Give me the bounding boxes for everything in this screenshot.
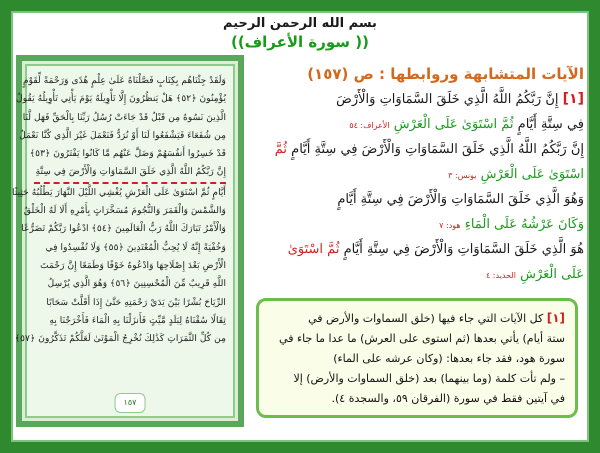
note-line: – ولم تأت كلمة (وما بينهما) بعد (خلق السماوات والأرض) إلا xyxy=(293,372,565,385)
note-badge: [١] xyxy=(546,311,565,325)
verse-badge: [١] xyxy=(562,91,584,107)
mushaf-line: مِن شُفَعَاءَ فَيَشْفَعُوا لَنَا أَوْ نُرَدُّ فَنَعْمَلَ غَيْرَ الَّذِي كُنَّا نَعْمَلُ xyxy=(19,129,226,141)
header xyxy=(150,16,450,51)
mushaf-page xyxy=(12,55,244,427)
verse-reference: الحديد: ٤ xyxy=(485,270,516,280)
mushaf-line: قَدْ خَسِرُوا أَنفُسَهُمْ وَضَلَّ عَنْهُم مَّا كَانُوا يَفْتَرُونَ ﴿٥٣﴾ xyxy=(29,148,226,160)
explanation-note xyxy=(256,298,578,418)
verse-line xyxy=(252,238,584,263)
note-line: ستة أيام) يأتي بعدها (ثم استوى على العرش) ما عدا ما جاء في xyxy=(279,332,565,345)
verse-text: وَهُوَ الَّذِي خَلَقَ السَّمَاوَاتِ وَالْأَرْضَ فِي سِتَّةِ أَيَّامٍ xyxy=(337,192,584,207)
mushaf-line: الَّذِينَ نَسُوهُ مِن قَبْلُ قَدْ جَاءَتْ رُسُلُ رَبِّنَا بِالْحَقِّ فَهَل لَّنَا xyxy=(22,111,226,123)
mushaf-line: وَخُفْيَةً إِنَّهُ لَا يُحِبُّ الْمُعْتَدِينَ ﴿٥٥﴾ وَلَا تُفْسِدُوا فِي xyxy=(45,241,226,253)
verse-text: فِي سِتَّةِ أَيَّامٍ xyxy=(517,116,584,132)
mushaf-line: أَيَّامٍ ثُمَّ اسْتَوَىٰ عَلَى الْعَرْشِ يُغْشِي اللَّيْلَ النَّهَارَ يَطْلُبُهُ حَثِيثًا xyxy=(12,186,226,198)
mushaf-line: وَالْأَمْرُ تَبَارَكَ اللَّهُ رَبُّ الْعَالَمِينَ ﴿٥٤﴾ ادْعُوا رَبَّكُمْ تَضَرُّعًا xyxy=(21,223,226,235)
verse-text: هُوَ الَّذِي خَلَقَ السَّمَاوَاتِ وَالْأَرْضَ فِي سِتَّةِ أَيَّامٍ xyxy=(343,242,584,257)
verse-highlight: ثُمَّ اسْتَوَىٰ عَلَى الْعَرْشِ xyxy=(393,116,514,132)
verse-highlight: ثُمَّ xyxy=(274,142,288,157)
note-line xyxy=(269,308,565,329)
note-line: في آيتين فقط في سورة (الفرقان ٥٩، والسجدة ٤). xyxy=(331,392,565,405)
verse-highlight: وَكَانَ عَرْشُهُ عَلَى الْمَاءِ xyxy=(464,216,584,232)
surah-title: (( سورة الأعراف)) xyxy=(231,33,369,51)
similar-verses-panel xyxy=(252,65,584,288)
mushaf-line: ثِقَالًا سُقْنَاهُ لِبَلَدٍ مَّيِّتٍ فَأَنزَلْنَا بِهِ الْمَاءَ فَأَخْرَجْنَا بِهِ xyxy=(49,314,226,326)
verse-reference: الأعراف: ٥٤ xyxy=(349,120,390,130)
mushaf-line: الرِّيَاحَ بُشْرًا بَيْنَ يَدَيْ رَحْمَتِهِ حَتَّىٰ إِذَا أَقَلَّتْ سَحَابًا xyxy=(46,296,226,308)
verse-reference: هود: ٧ xyxy=(439,220,461,230)
mushaf-line: مِن كُلِّ الثَّمَرَاتِ كَذَٰلِكَ نُخْرِجُ الْمَوْتَىٰ لَعَلَّكُمْ تَذَكَّرُونَ ﴿٥٧﴾ xyxy=(14,333,226,345)
verse-text: إِنَّ رَبَّكُمُ اللَّهُ الَّذِي خَلَقَ السَّمَاوَاتِ وَالْأَرْضَ xyxy=(336,92,559,107)
mushaf-line: اللَّهِ قَرِيبٌ مِّنَ الْمُحْسِنِينَ ﴿٥٦﴾ وَهُوَ الَّذِي يُرْسِلُ xyxy=(47,278,226,290)
verse-line xyxy=(252,87,584,113)
verse-highlight: ثُمَّ اسْتَوَىٰ xyxy=(287,242,340,257)
topic-title: الآيات المتشابهة وروابطها : ص (١٥٧) xyxy=(307,65,584,83)
mushaf-line: وَلَقَدْ جِئْنَاهُم بِكِتَابٍ فَصَّلْنَاهُ عَلَىٰ عِلْمٍ هُدًى وَرَحْمَةً لِّقَوْمٍ xyxy=(22,75,226,86)
mushaf-text xyxy=(12,64,235,418)
note-line: سورة هود، فقد جاء بعدها: (وكان عرشه على الماء) xyxy=(333,352,565,365)
verse-block xyxy=(252,87,584,288)
mushaf-line: وَالشَّمْسَ وَالْقَمَرَ وَالنُّجُومَ مُسَخَّرَاتٍ بِأَمْرِهِ أَلَا لَهُ الْخَلْقُ xyxy=(23,205,226,217)
note-text: كل الآيات التي جاء فيها (خلق السماوات والأرض في xyxy=(308,312,544,325)
verse-highlight: عَلَى الْعَرْشِ xyxy=(520,266,584,282)
mushaf-line-marked: إِنَّ رَبَّكُمُ اللَّهُ الَّذِي خَلَقَ السَّمَاوَاتِ وَالْأَرْضَ فِي سِتَّةِ xyxy=(34,163,226,183)
verse-line xyxy=(252,188,584,213)
verse-highlight: اسْتَوَىٰ عَلَى الْعَرْشِ xyxy=(480,166,584,182)
verse-line xyxy=(252,163,584,189)
verse-line xyxy=(252,213,584,239)
mushaf-line: الْأَرْضِ بَعْدَ إِصْلَاحِهَا وَادْعُوهُ خَوْفًا وَطَمَعًا إِنَّ رَحْمَتَ xyxy=(40,259,226,271)
mushaf-line: يُؤْمِنُونَ ﴿٥٢﴾ هَلْ يَنظُرُونَ إِلَّا تَأْوِيلَهُ يَوْمَ يَأْتِي تَأْوِيلُهُ يَقُولُ xyxy=(16,93,226,105)
verse-line xyxy=(252,113,584,139)
verse-reference: يونس: ٣ xyxy=(448,170,477,180)
verse-line xyxy=(252,138,584,163)
bismillah: بسم الله الرحمن الرحيم xyxy=(223,16,377,31)
verse-text: إِنَّ رَبَّكُمُ اللَّهُ الَّذِي خَلَقَ السَّمَاوَاتِ وَالْأَرْضَ فِي سِتَّةِ أَيَّامٍ xyxy=(291,142,584,157)
page-number: ١٥٧ xyxy=(115,393,146,413)
verse-line xyxy=(252,263,584,289)
